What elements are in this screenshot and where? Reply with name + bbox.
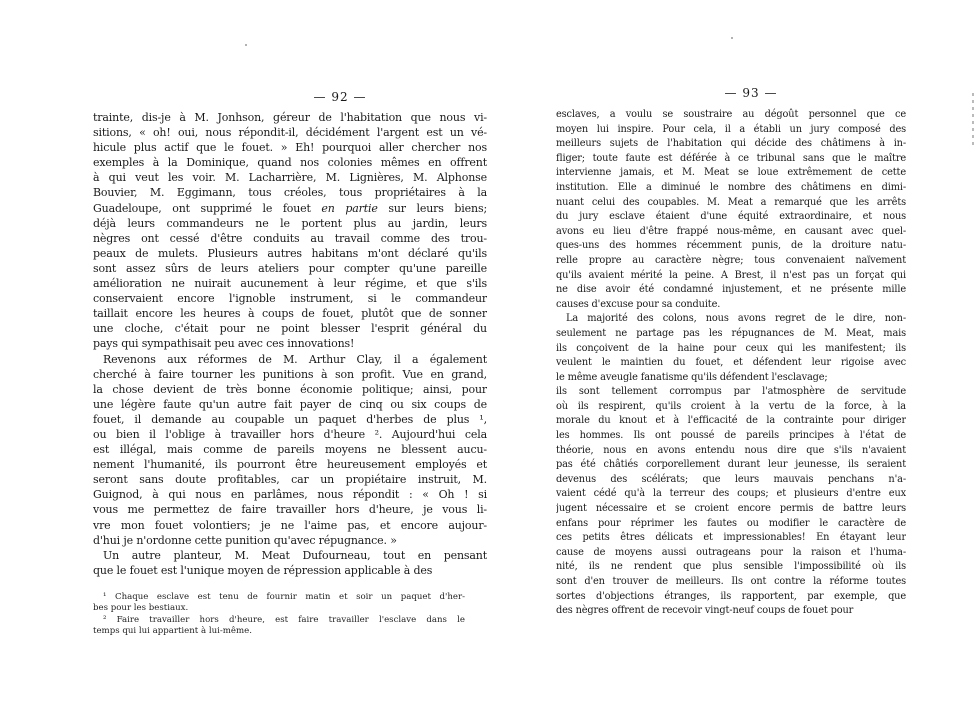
text-line: vaient cédé qu'à la terreur des coups; et plusieurs d'entre eux (556, 488, 906, 500)
page-number: — 92 — (313, 90, 367, 104)
text-line: où ils respirent, qu'ils croient à la vertu de la force, à la (556, 400, 906, 412)
text-line: une cloche, c'était pour ne point blesser l'esprit général du (93, 322, 487, 336)
text-line: ils conçoivent de la haine pour ceux qui les manifestent; ils (556, 342, 906, 354)
page-body (556, 108, 906, 619)
text-line: ils sont tellement corrompus par l'atmosphère de servitude (556, 386, 906, 398)
text-line: est illégal, mais comme de pareils moyens ne blessent aucu- (93, 443, 487, 457)
text-line: sortes d'objections étranges, ils rapportent, par exemple, que (556, 590, 906, 602)
text-line: conservaient encore l'ignoble instrument, si le commandeur (93, 292, 487, 306)
footnote-line: temps qui lui appartient à lui-même. (93, 626, 252, 637)
text-line: institution. Elle a diminué le nombre des châtimens en dimi- (556, 181, 906, 193)
text-line: jugent nécessaire et se croient encore permis de battre leurs (556, 503, 906, 515)
text-line: ces petits êtres délicats et impressionables! En étayant leur (556, 532, 906, 544)
text-line: que le fouet est l'unique moyen de répression applicable à des (93, 563, 433, 577)
text-line: du jury esclave étaient d'une équité extraordinaire, et nous (556, 211, 906, 223)
scan-speck (245, 44, 247, 46)
text-line: Bouvier, M. Eggimann, tous créoles, tous propriétaires à la (93, 186, 487, 200)
scan-edge-marks (972, 93, 974, 145)
italic-emphasis: en partie (321, 201, 378, 215)
text-line: peaux de mulets. Plusieurs autres habitans m'ont déclaré qu'ils (93, 246, 487, 260)
text-line: d'hui je n'ordonne cette punition qu'avec répugnance. » (93, 533, 397, 547)
text-line: esclaves, a voulu se soustraire au dégoût personnel que ce (556, 109, 906, 120)
text-line: déjà leurs commandeurs ne le portent plus au jardin, leurs (93, 216, 487, 230)
text-line: hicule plus actif que le fouet. » Eh! pourquoi aller chercher nos (93, 141, 487, 155)
text-line: le même aveugle fanatisme qu'ils défendent l'esclavage; (556, 371, 828, 383)
left-page (93, 88, 487, 638)
text-line: ne dise avoir été condamné injustement, et ne présente mille (556, 284, 906, 296)
text-line: nement l'humanité, ils pourront être heureusement employés et (93, 458, 487, 472)
text-line: les hommes. Ils ont poussé de pareils principes à l'état de (556, 430, 906, 442)
text-line: causes d'excuse pour sa conduite. (556, 298, 721, 310)
text-line: exemples à la Dominique, quand nos colonies mêmes en offrent (93, 156, 487, 170)
text-line: intervienne jamais, et M. Meat se loue extrêmement de cette (556, 167, 906, 179)
text-line: relle propre au caractère nègre; tous convenaient naïvement (556, 254, 906, 266)
text-line: qu'ils avaient mérité la peine. A Brest, il n'est pas un forçat qui (556, 269, 906, 281)
text-line: morale du knout et à l'efficacité de la contrainte pour diriger (556, 415, 906, 427)
text-line: Guignod, à qui nous en parlâmes, nous répondit : « Oh ! si (93, 488, 487, 502)
text-line: ques-uns des hommes récemment punis, de la droiture natu- (556, 240, 906, 252)
text-line: pays qui sympathisait peu avec ces innovations! (93, 337, 355, 351)
page-body (93, 110, 487, 578)
text-line: nuant celui des coupables. M. Meat a remarqué que les arrêts (556, 196, 906, 208)
page-number: — 93 — (724, 86, 778, 100)
footnote-line: bes pour les bestiaux. (93, 603, 189, 614)
text-line: une légère faute qu'un autre fait payer de cinq ou six coups de (93, 397, 487, 411)
text-line: Un autre planteur, M. Meat Dufourneau, tout en pensant (103, 548, 487, 562)
text-line: ou bien il l'oblige à travailler hors d'heure ². Aujourd'hui cela (93, 427, 487, 441)
text-line: sont d'en trouver de meilleurs. Ils ont contre la réforme toutes (556, 576, 906, 587)
text-line: trainte, dis-je à M. Jonhson, géreur de l'habitation que nous vi- (93, 111, 487, 124)
text-line: veulent le maintien du fouet, et défendent leur rigoise avec (556, 357, 906, 369)
footnote-line: ¹ Chaque esclave est tenu de fournir matin et soir un paquet d'her- (103, 591, 465, 602)
text-line: avons eu lieu d'être frappé nous-même, en causant avec quel- (556, 225, 906, 237)
footnotes (93, 592, 487, 638)
text-line: seulement ne partage pas les répugnances de M. Meat, mais (556, 327, 906, 339)
text-line: amélioration ne nuirait aucunement à leur régime, et que s'ils (93, 277, 487, 291)
right-page (556, 84, 906, 619)
text-line: nité, ils ne rendent que plus sensible l'impossibilité où ils (556, 561, 906, 573)
text-line: cause de moyens aussi outrageans pour la raison et l'huma- (556, 546, 906, 558)
text-line: pas été châtiés corporellement durant leur jeunesse, ils seraient (556, 459, 906, 471)
footnote-line: ² Faire travailler hors d'heure, est faire travailler l'esclave dans le (103, 614, 465, 625)
text-line: Guadeloupe, ont supprimé le fouet en partie sur leurs biens; (93, 201, 487, 215)
text-line: moyen lui inspire. Pour cela, il a établi un jury composé des (556, 123, 906, 135)
text-line: fouet, il demande au coupable un paquet d'herbes de plus ¹, (93, 412, 487, 426)
text-line: vre mon fouet volontiers; je ne l'aime pas, et encore aujour- (93, 518, 487, 532)
text-line: devenus des scélérats; que leurs mauvais penchans n'a- (556, 473, 906, 485)
text-line: sitions, « oh! oui, nous répondit-il, décidément l'argent est un vé- (93, 126, 487, 140)
text-line: vous me permettez de faire travailler hors d'heure, je vous li- (93, 503, 487, 517)
text-line: fliger; toute faute est déférée à ce tribunal sans que le maître (556, 152, 906, 164)
text-line: à qui veut les voir. M. Lacharrière, M. Lignières, M. Alphonse (93, 171, 487, 185)
text-line: meilleurs sujets de l'habitation qui décide des châtimens à in- (556, 138, 906, 150)
text-line: sont assez sûrs de leurs ateliers pour compter qu'une pareille (93, 261, 487, 275)
text-line: cherché à faire tourner les punitions à son profit. Vue en grand, (93, 367, 487, 381)
text-line: la chose devient de très bonne économie politique; ainsi, pour (93, 382, 487, 396)
scan-speck (731, 37, 733, 39)
text-line: des nègres offrent de recevoir vingt-neuf coups de fouet pour (556, 605, 854, 617)
text-line: Revenons aux réformes de M. Arthur Clay, il a également (103, 352, 487, 366)
text-line: théorie, nous en avons entendu nous dire que s'ils n'avaient (556, 444, 906, 456)
text-line: taillait encore les heures à coups de fouet, plutôt que de sonner (93, 307, 487, 321)
text-line: seront sans doute profitables, car un propiétaire instruit, M. (93, 473, 487, 487)
text-line: La majorité des colons, nous avons regret de le dire, non- (566, 313, 906, 325)
text-line: nègres ont cessé d'être conduits au travail comme des trou- (93, 231, 487, 245)
text-line: enfans pour réprimer les fautes ou modifier le caractère de (556, 517, 906, 529)
